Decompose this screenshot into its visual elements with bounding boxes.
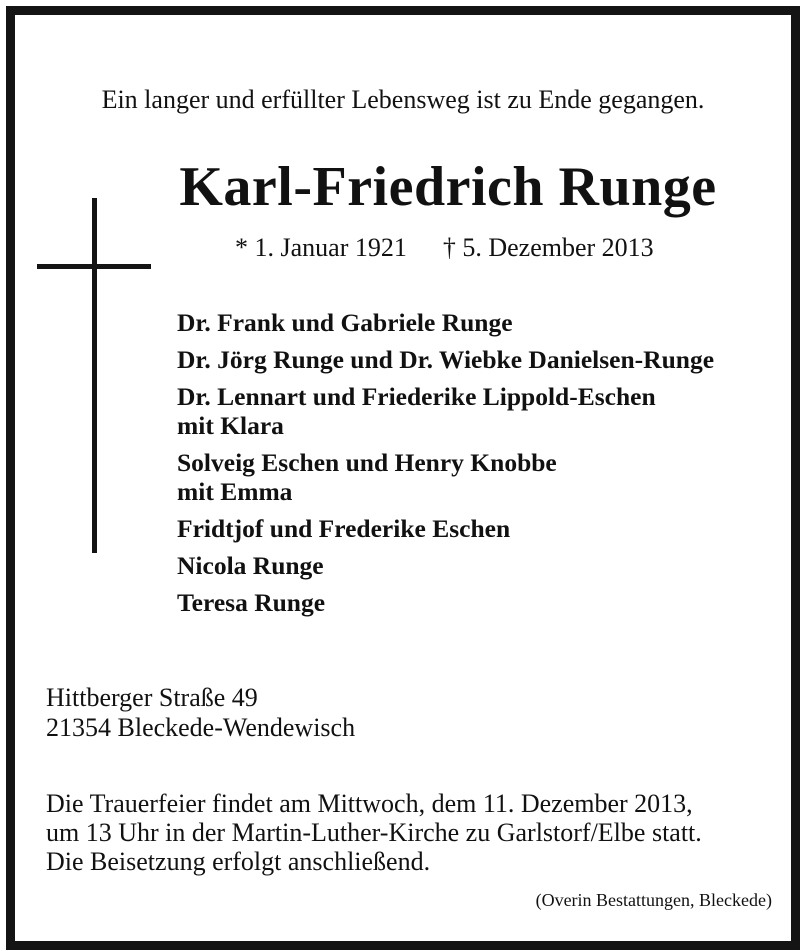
mourner-line: mit Klara	[177, 411, 284, 440]
mourners-list	[177, 308, 781, 625]
birth-date: * 1. Januar 1921	[235, 233, 407, 262]
deceased-name: Karl-Friedrich Runge	[179, 156, 717, 218]
life-dates	[235, 233, 654, 263]
mourner-line: Dr. Lennart und Friederike Lippold-Eschen	[177, 382, 656, 411]
mourner-entry	[177, 448, 781, 506]
mourner-line: mit Emma	[177, 477, 293, 506]
mourner-line: Nicola Runge	[177, 551, 324, 580]
cross-vertical-bar	[92, 198, 97, 553]
mourner-line: Fridtjof und Frederike Eschen	[177, 514, 511, 543]
funeral-notice	[46, 789, 702, 876]
address-street: Hittberger Straße 49	[46, 683, 258, 712]
death-date: † 5. Dezember 2013	[442, 233, 654, 262]
mourner-entry	[177, 514, 781, 543]
undertaker-credit: (Overin Bestattungen, Bleckede)	[535, 890, 772, 910]
funeral-notice-line: Die Beisetzung erfolgt anschließend.	[46, 847, 431, 876]
mourner-line: Solveig Eschen und Henry Knobbe	[177, 448, 557, 477]
mourner-line: Dr. Jörg Runge und Dr. Wiebke Danielsen-Runge	[177, 345, 715, 374]
mourner-entry	[177, 308, 781, 337]
mourner-line: Dr. Frank und Gabriele Runge	[177, 308, 513, 337]
address-city: 21354 Bleckede-Wendewisch	[46, 713, 356, 742]
mourner-entry	[177, 382, 781, 440]
mourner-entry	[177, 551, 781, 580]
mourner-entry	[177, 345, 781, 374]
mourner-line: Teresa Runge	[177, 588, 326, 617]
intro-line: Ein langer und erfüllter Lebensweg ist zu Ende gegangen.	[101, 85, 705, 114]
funeral-notice-line: Die Trauerfeier findet am Mittwoch, dem 11. Dezember 2013,	[46, 789, 693, 818]
cross-horizontal-bar	[37, 264, 151, 269]
family-address	[46, 683, 355, 743]
obituary-frame	[6, 6, 800, 950]
mourner-entry	[177, 588, 781, 617]
funeral-notice-line: um 13 Uhr in der Martin-Luther-Kirche zu Garlstorf/Elbe statt.	[46, 818, 702, 847]
